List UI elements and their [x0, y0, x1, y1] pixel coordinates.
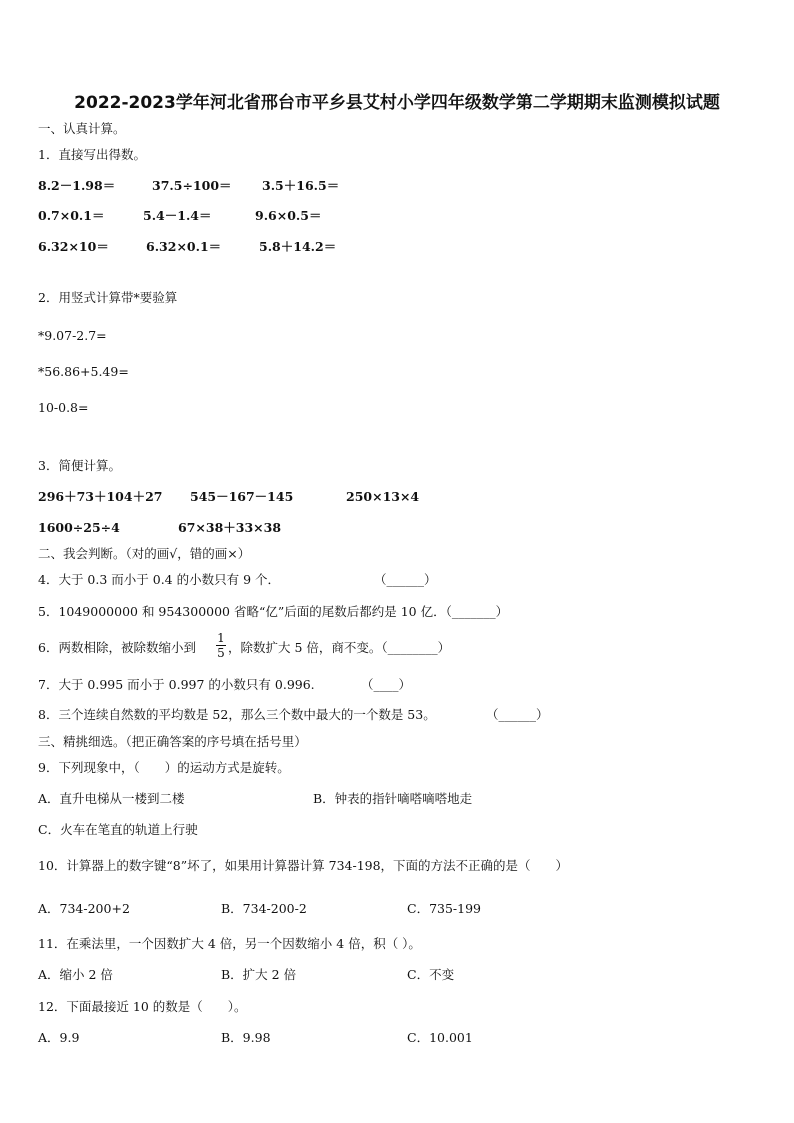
q2-item: *56.86+5.49= — [38, 364, 129, 379]
q7-answer-blank[interactable]: （____） — [361, 677, 412, 692]
q2-item: *9.07-2.7= — [38, 328, 107, 343]
q1-item: 5.4－1.4＝ — [143, 208, 212, 223]
q3-label: 3．简便计算。 — [38, 458, 121, 473]
q10-stem: 10．计算器上的数字键“8”坏了，如果用计算器计算 734-198，下面的方法不正确的是（ ） — [38, 858, 569, 873]
q2-item: 10-0.8= — [38, 400, 89, 415]
q11-option-b[interactable]: B．扩大 2 倍 — [221, 967, 297, 982]
q12-stem: 12．下面最接近 10 的数是（ ）。 — [38, 999, 247, 1014]
q9-option-b[interactable]: B．钟表的指针嘀嗒嘀嗒地走 — [313, 791, 473, 806]
q2-label: 2．用竖式计算带*要验算 — [38, 290, 178, 305]
q11-option-c[interactable]: C．不变 — [407, 967, 455, 982]
q3-item: 67×38＋33×38 — [178, 520, 282, 535]
q8-answer-blank[interactable]: （______） — [486, 707, 549, 722]
fraction-denominator: 5 — [217, 646, 225, 660]
q1-item: 8.2－1.98＝ — [38, 178, 116, 193]
section2-heading: 二、我会判断。（对的画√，错的画×） — [38, 546, 251, 561]
q1-item: 3.5＋16.5＝ — [262, 178, 340, 193]
q1-item: 6.32×0.1＝ — [146, 239, 222, 254]
q9-option-a[interactable]: A．直升电梯从一楼到二楼 — [38, 791, 185, 806]
section3-heading: 三、精挑细选。（把正确答案的序号填在括号里） — [38, 734, 307, 749]
fraction-numerator: 1 — [217, 631, 225, 645]
q11-option-a[interactable]: A．缩小 2 倍 — [38, 967, 113, 982]
q12-option-b[interactable]: B．9.98 — [221, 1030, 271, 1045]
q12-option-a[interactable]: A．9.9 — [38, 1030, 80, 1045]
q7-text: 7．大于 0.995 而小于 0.997 的小数只有 0.996. — [38, 677, 315, 692]
q1-item: 0.7×0.1＝ — [38, 208, 105, 223]
q1-label: 1．直接写出得数。 — [38, 147, 146, 162]
q6-fraction — [216, 632, 226, 659]
q1-item: 9.6×0.5＝ — [255, 208, 322, 223]
q9-stem: 9．下列现象中，（ ）的运动方式是旋转。 — [38, 760, 290, 775]
q1-item: 37.5÷100＝ — [152, 178, 232, 193]
q3-item: 545－167－145 — [190, 489, 294, 504]
q3-item: 250×13×4 — [346, 489, 420, 504]
q3-item: 296＋73＋104＋27 — [38, 489, 163, 504]
q11-stem: 11．在乘法里，一个因数扩大 4 倍，另一个因数缩小 4 倍，积（ ）。 — [38, 936, 421, 951]
q6-text-end: ，除数扩大 5 倍，商不变。（________） — [228, 640, 451, 655]
q6-text-start: 6．两数相除，被除数缩小到 — [38, 640, 196, 655]
q10-option-b[interactable]: B．734-200-2 — [221, 901, 307, 916]
q10-option-c[interactable]: C．735-199 — [407, 901, 482, 916]
q3-item: 1600÷25÷4 — [38, 520, 120, 535]
q5-text: 5．1049000000 和 954300000 省略“亿”后面的尾数后都约是 10 亿．（_______） — [38, 604, 509, 619]
q4-text: 4．大于 0.3 而小于 0.4 的小数只有 9 个． — [38, 572, 281, 587]
q8-text: 8．三个连续自然数的平均数是 52，那么三个数中最大的一个数是 53。 — [38, 707, 436, 722]
q12-option-c[interactable]: C．10.001 — [407, 1030, 473, 1045]
q9-option-c[interactable]: C．火车在笔直的轨道上行驶 — [38, 822, 198, 837]
section1-heading: 一、认真计算。 — [38, 121, 126, 136]
q1-item: 5.8＋14.2＝ — [259, 239, 337, 254]
q4-answer-blank[interactable]: （______） — [374, 572, 437, 587]
q10-option-a[interactable]: A．734-200+2 — [38, 901, 130, 916]
page-title: 2022-2023学年河北省邢台市平乡县艾村小学四年级数学第二学期期末监测模拟试题 — [74, 93, 720, 113]
q1-item: 6.32×10＝ — [38, 239, 109, 254]
